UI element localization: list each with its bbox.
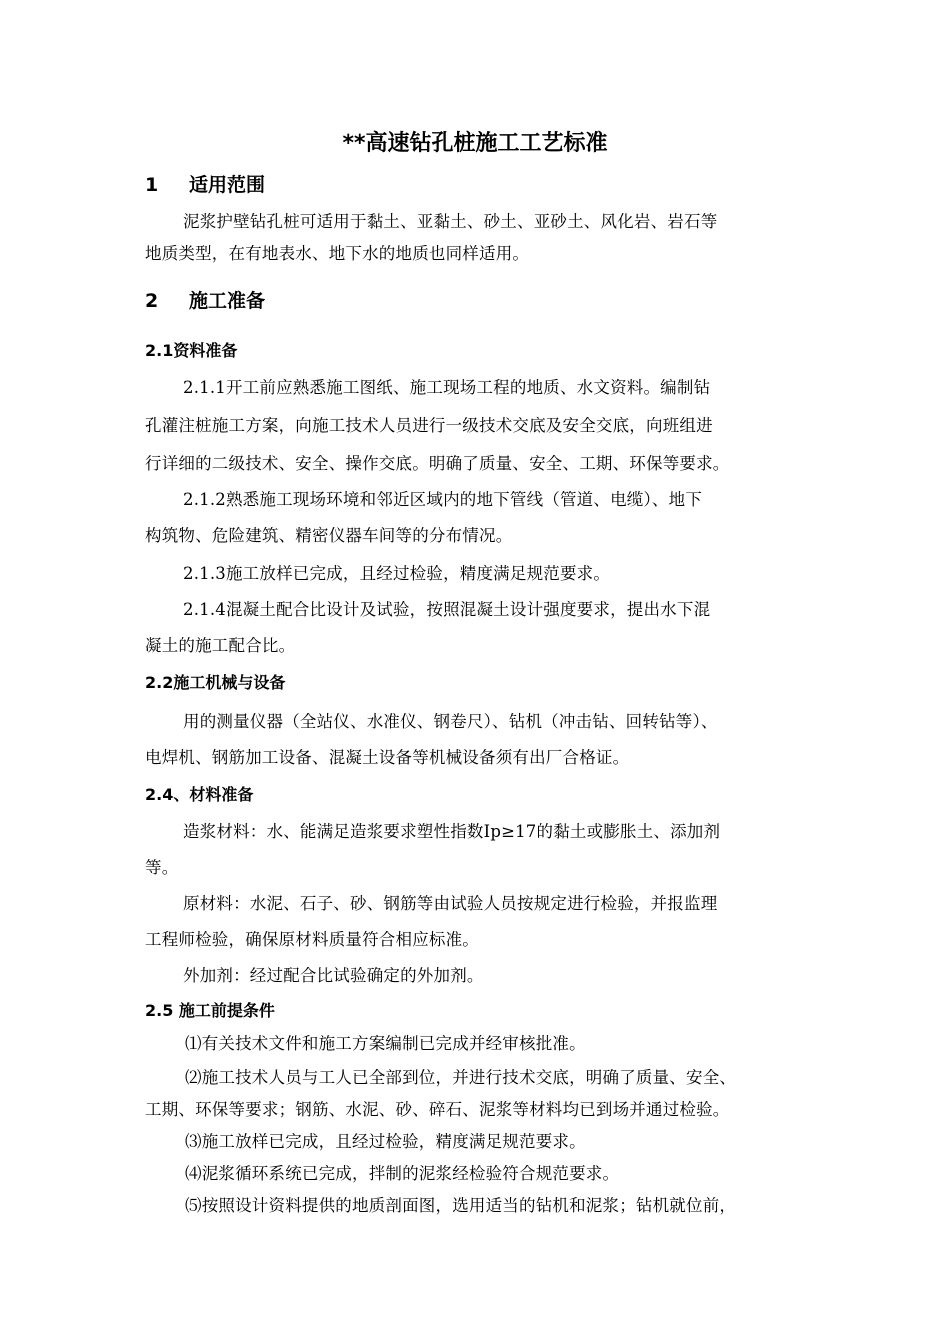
section-heading-2 [145,286,265,313]
paragraph-line: 造浆材料：水、能满足造浆要求塑性指数Ip≥17的黏土或膨胀土、添加剂 [183,822,721,841]
paragraph-line: 行详细的二级技术、安全、操作交底。明确了质量、安全、工期、环保等要求。 [145,454,730,473]
list-item: ⑶施工放样已完成，且经过检验，精度满足规范要求。 [185,1132,586,1151]
paragraph-line: 外加剂：经过配合比试验确定的外加剂。 [183,966,484,985]
section-number: 2 [145,290,159,312]
list-item: ⑵施工技术人员与工人已全部到位，并进行技术交底，明确了质量、安全、 [185,1068,737,1087]
paragraph-line: 2.1.1开工前应熟悉施工图纸、施工现场工程的地质、水文资料。编制钻 [183,378,711,397]
subsection-heading-2-2: 2.2施工机械与设备 [145,673,286,692]
paragraph-line: 用的测量仪器（全站仪、水准仪、钢卷尺）、钻机（冲击钻、回转钻等）、 [183,712,718,731]
subsection-heading-2-1: 2.1资料准备 [145,341,238,360]
list-item: ⑷泥浆循环系统已完成，拌制的泥浆经检验符合规范要求。 [185,1164,620,1183]
subsection-heading-2-4: 2.4、材料准备 [145,785,254,804]
section-number: 1 [145,174,159,196]
section-title: 施工准备 [189,290,266,312]
paragraph-line: 2.1.3施工放样已完成，且经过检验，精度满足规范要求。 [183,564,611,583]
document-title: **高速钻孔桩施工工艺标准 [342,131,608,156]
paragraph-line: 泥浆护壁钻孔桩可适用于黏土、亚黏土、砂土、亚砂土、风化岩、岩石等 [183,212,718,231]
paragraph-line: 地质类型，在有地表水、地下水的地质也同样适用。 [145,244,530,263]
list-item-continuation: 工期、环保等要求；钢筋、水泥、砂、碎石、泥浆等材料均已到场并通过检验。 [145,1100,730,1119]
paragraph-line: 孔灌注桩施工方案，向施工技术人员进行一级技术交底及安全交底，向班组进 [145,416,713,435]
section-heading-1 [145,170,265,197]
paragraph-line: 2.1.2熟悉施工现场环境和邻近区域内的地下管线（管道、电缆）、地下 [183,490,703,509]
paragraph-line: 凝土的施工配合比。 [145,636,296,655]
paragraph-line: 构筑物、危险建筑、精密仪器车间等的分布情况。 [145,526,513,545]
list-item: ⑴有关技术文件和施工方案编制已完成并经审核批准。 [185,1034,586,1053]
section-title: 适用范围 [189,174,266,196]
paragraph-line: 原材料：水泥、石子、砂、钢筋等由试验人员按规定进行检验，并报监理 [183,894,718,913]
paragraph-line: 电焊机、钢筋加工设备、混凝土设备等机械设备须有出厂合格证。 [145,748,630,767]
paragraph-line: 工程师检验，确保原材料质量符合相应标准。 [145,930,479,949]
subsection-heading-2-5: 2.5 施工前提条件 [145,1001,275,1020]
paragraph-line: 等。 [145,858,179,877]
paragraph-line: 2.1.4混凝土配合比设计及试验，按照混凝土设计强度要求，提出水下混 [183,600,711,619]
list-item: ⑸按照设计资料提供的地质剖面图，选用适当的钻机和泥浆；钻机就位前， [185,1196,737,1215]
